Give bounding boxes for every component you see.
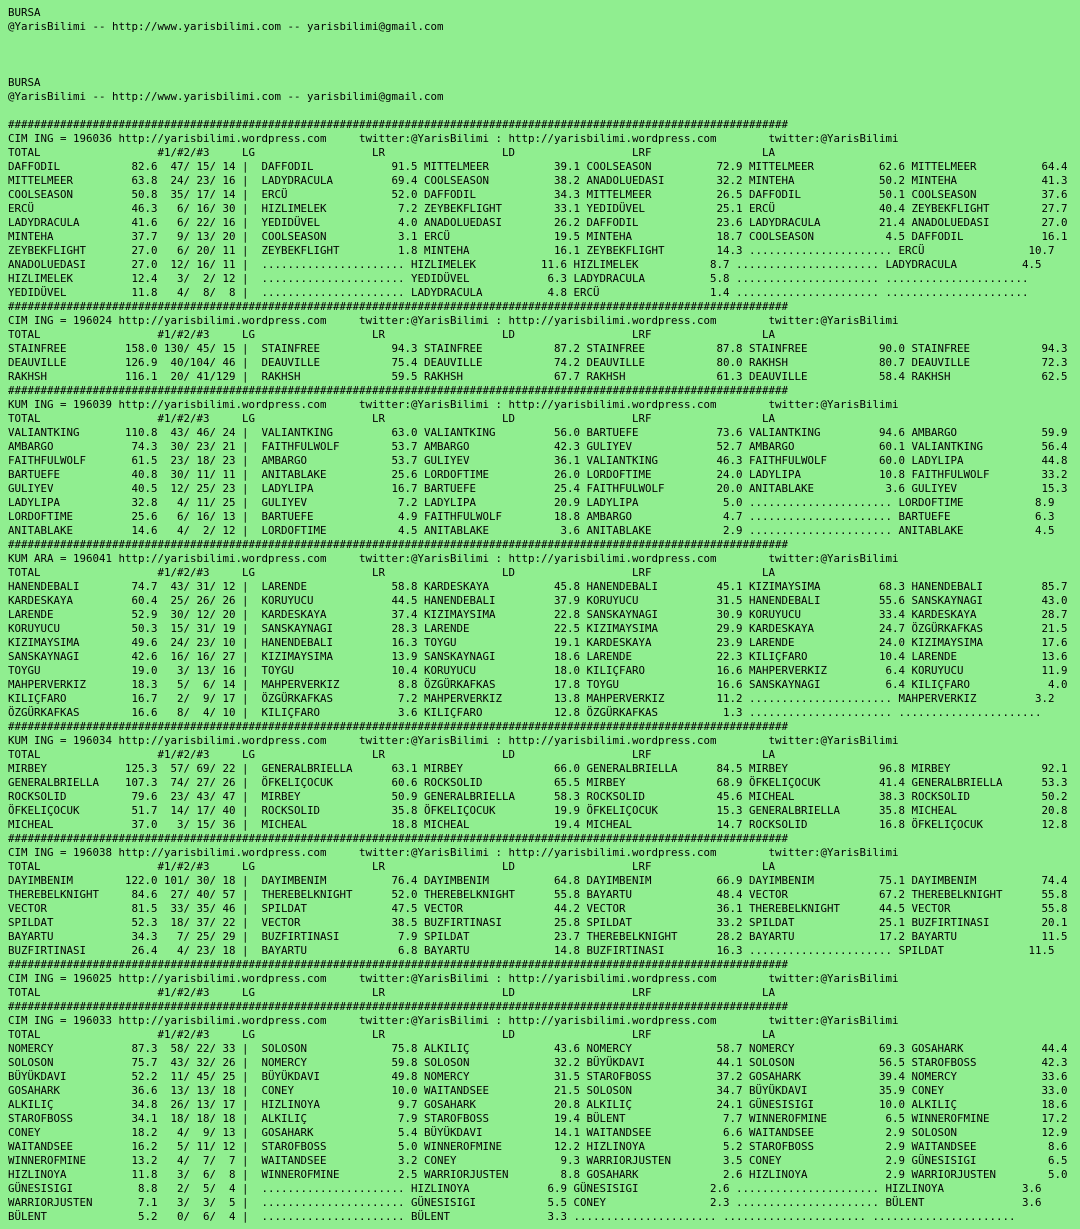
blank-line (8, 104, 1080, 118)
race-header: CIM ING = 196025 http://yarisbilimi.wordpress.com twitter:@YarisBilimi : http://yarisbilimi.wordpress.com twitter:@YarisBilimi (8, 972, 899, 985)
column-header-row: TOTAL #1/#2/#3 LG LR LD LRF LA (8, 412, 776, 425)
horse-row: NOMERCY 87.3 58/ 22/ 33 | SOLOSON 75.8 ALKILIÇ 43.6 NOMERCY 58.7 NOMERCY 69.3 GOSAHARK 44.4 (8, 1042, 1068, 1055)
column-header-row: TOTAL #1/#2/#3 LG LR LD LRF LA (8, 566, 776, 579)
section-separator: ######################################################################################################################## (8, 300, 789, 313)
horse-row: AMBARGO 74.3 30/ 23/ 21 | FAITHFULWOLF 53.7 AMBARGO 42.3 GULIYEV 52.7 AMBARGO 60.1 VALIANTKING 56.4 (8, 440, 1068, 453)
horse-row: HIZLINOYA 11.8 3/ 6/ 8 | WINNEROFMINE 2.5 WARRIORJUSTEN 8.8 GOSAHARK 2.6 HIZLINOYA 2.9 WARRIORJUSTEN 5.0 (8, 1168, 1068, 1181)
race-header: CIM ING = 196036 http://yarisbilimi.wordpress.com twitter:@YarisBilimi : http://yarisbilimi.wordpress.com twitter:@YarisBilimi (8, 132, 899, 145)
horse-row: WAITANDSEE 16.2 5/ 11/ 12 | STAROFBOSS 5.0 WINNEROFMINE 12.2 HIZLINOYA 5.2 STAROFBOSS 2.9 WAITANDSEE 8.6 (8, 1140, 1068, 1153)
horse-row: GOSAHARK 36.6 13/ 13/ 18 | CONEY 10.0 WAITANDSEE 21.5 SOLOSON 34.7 BÜYÜKDAVI 35.9 CONEY 33.0 (8, 1084, 1068, 1097)
race-header: KUM ARA = 196041 http://yarisbilimi.wordpress.com twitter:@YarisBilimi : http://yarisbilimi.wordpress.com twitter:@YarisBilimi (8, 552, 899, 565)
horse-row: WINNEROFMINE 13.2 4/ 7/ 7 | WAITANDSEE 3.2 CONEY 9.3 WARRIORJUSTEN 3.5 CONEY 2.9 GÜNESISIGI 6.5 (8, 1154, 1068, 1167)
column-header-row: TOTAL #1/#2/#3 LG LR LD LRF LA (8, 986, 776, 999)
horse-row: DAYIMBENIM 122.0 101/ 30/ 18 | DAYIMBENIM 76.4 DAYIMBENIM 64.8 DAYIMBENIM 66.9 DAYIMBENIM 75.1 DAYIMBENIM 74.4 (8, 874, 1068, 887)
horse-row: KIZIMAYSIMA 49.6 24/ 23/ 10 | HANENDEBALI 16.3 TOYGU 19.1 KARDESKAYA 23.9 LARENDE 24.0 KIZIMAYSIMA 17.6 (8, 636, 1068, 649)
horse-row: ALKILIÇ 34.8 26/ 13/ 17 | HIZLINOYA 9.7 GOSAHARK 20.8 ALKILIÇ 24.1 GÜNESISIGI 10.0 ALKILIÇ 18.6 (8, 1098, 1068, 1111)
contact-line: @YarisBilimi -- http://www.yarisbilimi.com -- yarisbilimi@gmail.com (8, 20, 444, 33)
section-separator: ######################################################################################################################## (8, 958, 789, 971)
horse-row: GÜNESISIGI 8.8 2/ 5/ 4 | ...................... HIZLINOYA 6.9 GÜNESISIGI 2.6 ...................... HIZLINOYA 3.6 (8, 1182, 1042, 1195)
contact-line: @YarisBilimi -- http://www.yarisbilimi.com -- yarisbilimi@gmail.com (8, 90, 444, 103)
horse-row: STAINFREE 158.0 130/ 45/ 15 | STAINFREE 94.3 STAINFREE 87.2 STAINFREE 87.8 STAINFREE 90.0 STAINFREE 94.3 (8, 342, 1068, 355)
horse-row: BUZFIRTINASI 26.4 4/ 23/ 18 | BAYARTU 6.8 BAYARTU 14.8 BUZFIRTINASI 16.3 ...................... SPILDAT 11.5 (8, 944, 1055, 957)
column-header-row: TOTAL #1/#2/#3 LG LR LD LRF LA (8, 860, 776, 873)
horse-row: TOYGU 19.0 3/ 13/ 16 | TOYGU 10.4 KORUYUCU 18.0 KILIÇFARO 16.6 MAHPERVERKIZ 6.4 KORUYUCU 11.9 (8, 664, 1068, 677)
section-separator: ######################################################################################################################## (8, 384, 789, 397)
horse-row: LADYLIPA 32.8 4/ 11/ 25 | GULIYEV 7.2 LADYLIPA 20.9 LADYLIPA 5.0 ...................... LORDOFTIME 8.9 (8, 496, 1055, 509)
horse-row: ANADOLUEDASI 27.0 12/ 16/ 11 | ...................... HIZLIMELEK 11.6 HIZLIMELEK 8.7 ...................... LADYDRACULA 4.5 (8, 258, 1042, 271)
section-separator: ######################################################################################################################## (8, 1000, 789, 1013)
horse-row: SANSKAYNAGI 42.6 16/ 16/ 27 | KIZIMAYSIMA 13.9 SANSKAYNAGI 18.6 LARENDE 22.3 KILIÇFARO 10.4 LARENDE 13.6 (8, 650, 1068, 663)
race-header: KUM ING = 196034 http://yarisbilimi.wordpress.com twitter:@YarisBilimi : http://yarisbilimi.wordpress.com twitter:@YarisBilimi (8, 734, 899, 747)
horse-row: LADYDRACULA 41.6 6/ 22/ 16 | YEDIDÜVEL 4.0 ANADOLUEDASI 26.2 DAFFODIL 23.6 LADYDRACULA 21.4 ANADOLUEDASI 27.0 (8, 216, 1068, 229)
horse-row: LORDOFTIME 25.6 6/ 16/ 13 | BARTUEFE 4.9 FAITHFULWOLF 18.8 AMBARGO 4.7 ...................... BARTUEFE 6.3 (8, 510, 1055, 523)
race-header: KUM ING = 196039 http://yarisbilimi.wordpress.com twitter:@YarisBilimi : http://yarisbilimi.wordpress.com twitter:@YarisBilimi (8, 398, 899, 411)
horse-row: WARRIORJUSTEN 7.1 3/ 3/ 5 | ...................... GÜNESISIGI 5.5 CONEY 2.3 ...................... BÜLENT 3.6 (8, 1196, 1042, 1209)
horse-row: SOLOSON 75.7 43/ 32/ 26 | NOMERCY 59.8 SOLOSON 32.2 BÜYÜKDAVI 44.1 SOLOSON 56.5 STAROFBOSS 42.3 (8, 1056, 1068, 1069)
horse-row: ÖFKELIÇOCUK 51.7 14/ 17/ 40 | ROCKSOLID 35.8 ÖFKELIÇOCUK 19.9 ÖFKELIÇOCUK 15.3 GENERALBRIELLA 35.8 MICHEAL 20.8 (8, 804, 1068, 817)
horse-row: BARTUEFE 40.8 30/ 11/ 11 | ANITABLAKE 25.6 LORDOFTIME 26.0 LORDOFTIME 24.0 LADYLIPA 10.8 FAITHFULWOLF 33.2 (8, 468, 1068, 481)
horse-row: GULIYEV 40.5 12/ 25/ 23 | LADYLIPA 16.7 BARTUEFE 25.4 FAITHFULWOLF 20.0 ANITABLAKE 3.6 GULIYEV 15.3 (8, 482, 1068, 495)
horse-row: KARDESKAYA 60.4 25/ 26/ 26 | KORUYUCU 44.5 HANENDEBALI 37.9 KORUYUCU 31.5 HANENDEBALI 55.6 SANSKAYNAGI 43.0 (8, 594, 1068, 607)
horse-row: VECTOR 81.5 33/ 35/ 46 | SPILDAT 47.5 VECTOR 44.2 VECTOR 36.1 THEREBELKNIGHT 44.5 VECTOR 55.8 (8, 902, 1068, 915)
horse-row: ZEYBEKFLIGHT 27.0 6/ 20/ 11 | ZEYBEKFLIGHT 1.8 MINTEHA 16.1 ZEYBEKFLIGHT 14.3 ...................... ERCÜ 10.7 (8, 244, 1055, 257)
horse-row: LARENDE 52.9 30/ 12/ 20 | KARDESKAYA 37.4 KIZIMAYSIMA 22.8 SANSKAYNAGI 30.9 KORUYUCU 33.4 KARDESKAYA 28.7 (8, 608, 1068, 621)
race-header: CIM ING = 196033 http://yarisbilimi.wordpress.com twitter:@YarisBilimi : http://yarisbilimi.wordpress.com twitter:@YarisBilimi (8, 1014, 899, 1027)
horse-row: MICHEAL 37.0 3/ 15/ 36 | MICHEAL 18.8 MICHEAL 19.4 MICHEAL 14.7 ROCKSOLID 16.8 ÖFKELIÇOCUK 12.8 (8, 818, 1068, 831)
horse-row: ANITABLAKE 14.6 4/ 2/ 12 | LORDOFTIME 4.5 ANITABLAKE 3.6 ANITABLAKE 2.9 ...................... ANITABLAKE 4.5 (8, 524, 1055, 537)
column-header-row: TOTAL #1/#2/#3 LG LR LD LRF LA (8, 1028, 776, 1041)
horse-row: GENERALBRIELLA 107.3 74/ 27/ 26 | ÖFKELIÇOCUK 60.6 ROCKSOLID 65.5 MIRBEY 68.9 ÖFKELIÇOCUK 41.4 GENERALBRIELLA 53.3 (8, 776, 1068, 789)
horse-row: BÜLENT 5.2 0/ 6/ 4 | ...................... BÜLENT 3.3 ...................... ...................... ...................... (8, 1210, 1016, 1223)
horse-row: SPILDAT 52.3 18/ 37/ 22 | VECTOR 38.5 BUZFIRTINASI 25.8 SPILDAT 33.2 SPILDAT 25.1 BUZFIRTINASI 20.1 (8, 916, 1068, 929)
horse-row: MAHPERVERKIZ 18.3 5/ 6/ 14 | MAHPERVERKIZ 8.8 ÖZGÜRKAFKAS 17.8 TOYGU 16.6 SANSKAYNAGI 6.4 KILIÇFARO 4.0 (8, 678, 1068, 691)
blank-line (8, 34, 1080, 48)
blank-line (8, 48, 1080, 62)
city-title: BURSA (8, 6, 41, 19)
horse-row: COOLSEASON 50.8 35/ 17/ 14 | ERCÜ 52.0 DAFFODIL 34.3 MITTELMEER 26.5 DAFFODIL 50.1 COOLSEASON 37.6 (8, 188, 1068, 201)
horse-row: MINTEHA 37.7 9/ 13/ 20 | COOLSEASON 3.1 ERCÜ 19.5 MINTEHA 18.7 COOLSEASON 4.5 DAFFODIL 16.1 (8, 230, 1068, 243)
horse-row: MITTELMEER 63.8 24/ 23/ 16 | LADYDRACULA 69.4 COOLSEASON 38.2 ANADOLUEDASI 32.2 MINTEHA 50.2 MINTEHA 41.3 (8, 174, 1068, 187)
horse-row: VALIANTKING 110.8 43/ 46/ 24 | VALIANTKING 63.0 VALIANTKING 56.0 BARTUEFE 73.6 VALIANTKING 94.6 AMBARGO 59.9 (8, 426, 1068, 439)
horse-row: MIRBEY 125.3 57/ 69/ 22 | GENERALBRIELLA 63.1 MIRBEY 66.0 GENERALBRIELLA 84.5 MIRBEY 96.8 MIRBEY 92.1 (8, 762, 1068, 775)
horse-row: CONEY 18.2 4/ 9/ 13 | GOSAHARK 5.4 BÜYÜKDAVI 14.1 WAITANDSEE 6.6 WAITANDSEE 2.9 SOLOSON 12.9 (8, 1126, 1068, 1139)
blank-line (8, 62, 1080, 76)
horse-row: DAFFODIL 82.6 47/ 15/ 14 | DAFFODIL 91.5 MITTELMEER 39.1 COOLSEASON 72.9 MITTELMEER 62.6 MITTELMEER 64.4 (8, 160, 1068, 173)
horse-row: ÖZGÜRKAFKAS 16.6 8/ 4/ 10 | KILIÇFARO 3.6 KILIÇFARO 12.8 ÖZGÜRKAFKAS 1.3 ...................... ...................... (8, 706, 1042, 719)
race-header: CIM ING = 196038 http://yarisbilimi.wordpress.com twitter:@YarisBilimi : http://yarisbilimi.wordpress.com twitter:@YarisBilimi (8, 846, 899, 859)
section-separator: ######################################################################################################################## (8, 720, 789, 733)
race-header: CIM ING = 196024 http://yarisbilimi.wordpress.com twitter:@YarisBilimi : http://yarisbilimi.wordpress.com twitter:@YarisBilimi (8, 314, 899, 327)
section-separator: ######################################################################################################################## (8, 832, 789, 845)
horse-row: YEDIDÜVEL 11.8 4/ 8/ 8 | ...................... LADYDRACULA 4.8 ERCÜ 1.4 ...................... ...................... (8, 286, 1029, 299)
section-separator: ######################################################################################################################## (8, 538, 789, 551)
horse-row: BAYARTU 34.3 7/ 25/ 29 | BUZFIRTINASI 7.9 SPILDAT 23.7 THEREBELKNIGHT 28.2 BAYARTU 17.2 BAYARTU 11.5 (8, 930, 1068, 943)
column-header-row: TOTAL #1/#2/#3 LG LR LD LRF LA (8, 328, 776, 341)
horse-row: STAROFBOSS 34.1 18/ 18/ 18 | ALKILIÇ 7.9 STAROFBOSS 19.4 BÜLENT 7.7 WINNEROFMINE 6.5 WINNEROFMINE 17.2 (8, 1112, 1068, 1125)
horse-row: HIZLIMELEK 12.4 3/ 2/ 12 | ...................... YEDIDÜVEL 6.3 LADYDRACULA 5.8 ...................... ...................... (8, 272, 1029, 285)
horse-row: THEREBELKNIGHT 84.6 27/ 40/ 57 | THEREBELKNIGHT 52.0 THEREBELKNIGHT 55.8 BAYARTU 48.4 VECTOR 67.2 THEREBELKNIGHT 55.8 (8, 888, 1068, 901)
horse-row: ERCÜ 46.3 6/ 16/ 30 | HIZLIMELEK 7.2 ZEYBEKFLIGHT 33.1 YEDIDÜVEL 25.1 ERCÜ 40.4 ZEYBEKFLIGHT 27.7 (8, 202, 1068, 215)
city-title: BURSA (8, 76, 41, 89)
horse-row: FAITHFULWOLF 61.5 23/ 18/ 23 | AMBARGO 53.7 GULIYEV 36.1 VALIANTKING 46.3 FAITHFULWOLF 60.0 LADYLIPA 44.8 (8, 454, 1068, 467)
horse-row: BÜYÜKDAVI 52.2 11/ 45/ 25 | BÜYÜKDAVI 49.8 NOMERCY 31.5 STAROFBOSS 37.2 GOSAHARK 39.4 NOMERCY 33.6 (8, 1070, 1068, 1083)
horse-row: KILIÇFARO 16.7 2/ 9/ 17 | ÖZGÜRKAFKAS 7.2 MAHPERVERKIZ 13.8 MAHPERVERKIZ 11.2 ...................... MAHPERVERKIZ 3.2 (8, 692, 1055, 705)
horse-row: ROCKSOLID 79.6 23/ 43/ 47 | MIRBEY 50.9 GENERALBRIELLA 58.3 ROCKSOLID 45.6 MICHEAL 38.3 ROCKSOLID 50.2 (8, 790, 1068, 803)
column-header-row: TOTAL #1/#2/#3 LG LR LD LRF LA (8, 146, 776, 159)
horse-row: HANENDEBALI 74.7 43/ 31/ 12 | LARENDE 58.8 KARDESKAYA 45.8 HANENDEBALI 45.1 KIZIMAYSIMA 68.3 HANENDEBALI 85.7 (8, 580, 1068, 593)
horse-row: DEAUVILLE 126.9 40/104/ 46 | DEAUVILLE 75.4 DEAUVILLE 74.2 DEAUVILLE 80.0 RAKHSH 80.7 DEAUVILLE 72.3 (8, 356, 1068, 369)
horse-row: KORUYUCU 50.3 15/ 31/ 19 | SANSKAYNAGI 28.3 LARENDE 22.5 KIZIMAYSIMA 29.9 KARDESKAYA 24.7 ÖZGÜRKAFKAS 21.5 (8, 622, 1068, 635)
horse-row: RAKHSH 116.1 20/ 41/129 | RAKHSH 59.5 RAKHSH 67.7 RAKHSH 61.3 DEAUVILLE 58.4 RAKHSH 62.5 (8, 370, 1068, 383)
section-separator: ######################################################################################################################## (8, 118, 789, 131)
column-header-row: TOTAL #1/#2/#3 LG LR LD LRF LA (8, 748, 776, 761)
